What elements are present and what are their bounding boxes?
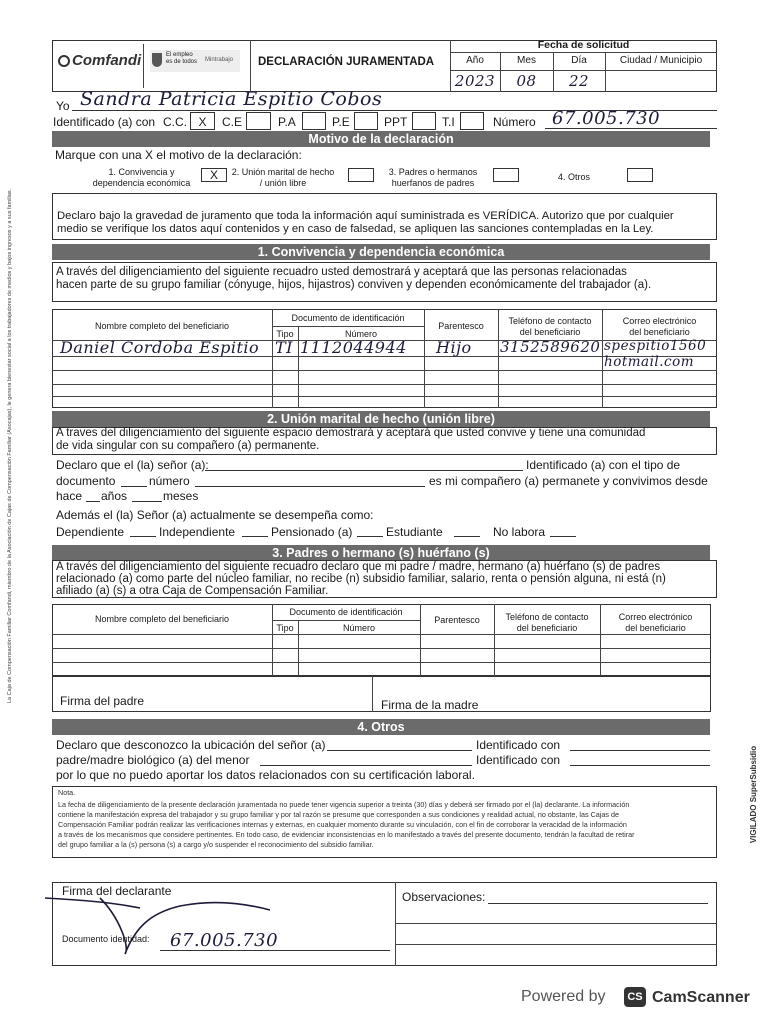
doc-type-pa-checkbox[interactable] bbox=[302, 112, 326, 130]
s2-nolabora-label: No labora bbox=[493, 525, 546, 539]
s2-doc-input[interactable] bbox=[121, 486, 147, 487]
id-label: Identificado (a) con bbox=[53, 115, 156, 129]
note-line-2: contiene la manifestación expresa del trabajador y su grupo familiar y por tal razón se presume que corresponden a sus condiciones y realidad actual, no obstante, las Cajas de bbox=[58, 810, 619, 819]
s2-declaro-label: Declaro que el (la) señor (a): bbox=[56, 458, 209, 472]
option-4-label: 4. Otros bbox=[558, 172, 591, 182]
doc-type-ti-label: T.I bbox=[442, 115, 455, 129]
s4-person-input[interactable] bbox=[327, 750, 472, 751]
col-city: Ciudad / Municipio bbox=[619, 55, 703, 66]
declarant-number[interactable]: 67.005.730 bbox=[552, 108, 661, 129]
s2-occupation-label: Además el (la) Señor (a) actualmente se desempeña como: bbox=[56, 508, 374, 522]
option-1-line1: 1. Convivencia y bbox=[108, 167, 175, 177]
s2-pensionado-input[interactable] bbox=[357, 536, 383, 537]
note-line-4: a través de los mecanismos que considere pertinentes. En todo caso, de evidenciar inconsistencias en lo manifestado a través del presente documento, tendrán la facultad de retirar bbox=[58, 830, 635, 839]
section-3-text-l1: A través del diligenciamiento del siguiente recuadro declaro que mi padre / madre, hermano (a) huérfano (s) de padres bbox=[56, 561, 661, 573]
s1-row-tel[interactable]: 3152589620 bbox=[500, 338, 601, 356]
option-1-line2: dependencia económica bbox=[92, 178, 191, 188]
s1-row-numero[interactable]: 1112044944 bbox=[300, 338, 407, 357]
s1-row-email-l1[interactable]: spespitio1560 bbox=[604, 338, 707, 354]
observations-label: Observaciones: bbox=[402, 890, 486, 904]
s3-col-tel-l2: del beneficiario bbox=[516, 623, 578, 633]
number-label: Número bbox=[493, 115, 536, 129]
s1-col-name: Nombre completo del beneficiario bbox=[94, 321, 230, 331]
section-motivo-title: Motivo de la declaración bbox=[52, 131, 710, 147]
camscanner-text: CamScanner bbox=[652, 989, 750, 1006]
s4-line3-text: por lo que no puedo aportar los datos relacionados con su certificación laboral. bbox=[56, 768, 475, 782]
observations-input[interactable] bbox=[488, 903, 708, 904]
section-2-title: 2. Unión marital de hecho (unión libre) bbox=[52, 411, 710, 427]
note-title: Nota. bbox=[58, 788, 76, 797]
s1-col-email-l2: del beneficiario bbox=[629, 327, 690, 337]
s1-row-tipo[interactable]: TI bbox=[275, 338, 293, 357]
s4-id2-label: Identificado con bbox=[476, 753, 561, 767]
year-value[interactable]: 2023 bbox=[454, 72, 496, 90]
s1-col-numero: Número bbox=[344, 329, 377, 339]
s1-col-tipo: Tipo bbox=[276, 329, 294, 339]
s2-pensionado-label: Pensionado (a) bbox=[271, 525, 353, 539]
section-3-title: 3. Padres o hermano (s) huérfano (s) bbox=[52, 545, 710, 561]
brand-logo bbox=[58, 52, 141, 69]
doc-type-cc-checkbox[interactable]: X bbox=[190, 112, 215, 130]
option-3-checkbox[interactable] bbox=[493, 168, 519, 182]
motivo-instruction: Marque con una X el motivo de la declaración: bbox=[55, 148, 302, 162]
doc-type-pe-checkbox[interactable] bbox=[354, 112, 378, 130]
s1-col-doc: Documento de identificación bbox=[291, 313, 405, 323]
s2-estudiante-label: Estudiante bbox=[386, 525, 443, 539]
s2-nolabora-input[interactable] bbox=[550, 536, 576, 537]
s2-dependiente-input[interactable] bbox=[130, 536, 156, 537]
ministry-text: El empleo es de todos bbox=[166, 52, 198, 65]
col-day: Día bbox=[571, 55, 587, 66]
s2-name-input[interactable] bbox=[205, 470, 523, 471]
s4-line2-label: padre/madre biológico (a) del menor bbox=[56, 753, 250, 767]
section-1-text-l1: A través del diligenciamiento del siguiente recuadro usted demostrará y aceptará que las personas relacionadas bbox=[56, 266, 627, 278]
option-1-checkbox[interactable]: X bbox=[201, 168, 227, 182]
section-4-title: 4. Otros bbox=[52, 719, 710, 735]
section-2-text-l1: A traves del diligenciamiento del siguiente espacio demostrará y aceptará que usted convive y tiene una comunidad bbox=[56, 427, 646, 439]
doc-type-pa-label: P.A bbox=[278, 115, 296, 129]
note-line-1: La fecha de diligenciamiento de la presente declaración juramentada no puede tener vigencia superior a treinta (30) días y deberá ser firmado por el (la) declarante. La información bbox=[58, 800, 630, 809]
s2-independiente-label: Independiente bbox=[159, 525, 236, 539]
s3-col-email-l1: Correo electrónico bbox=[618, 612, 693, 622]
s2-estudiante-input[interactable] bbox=[454, 536, 480, 537]
col-month: Mes bbox=[517, 55, 536, 66]
option-2-line2: / unión libre bbox=[259, 178, 307, 188]
s1-col-email-l1: Correo electrónico bbox=[622, 316, 697, 326]
declaration-line-2: medio se verifique los datos aquí contenidos y en caso de falsedad, se apliquen las sanciones contempladas en la Ley. bbox=[57, 223, 654, 235]
s4-id1-label: Identificado con bbox=[476, 738, 561, 752]
s4-id1-input[interactable] bbox=[570, 750, 710, 751]
col-year: Año bbox=[466, 55, 484, 66]
camscanner-icon: CS bbox=[624, 987, 646, 1007]
doc-type-ce-checkbox[interactable] bbox=[246, 112, 271, 130]
doc-type-ppt-checkbox[interactable] bbox=[412, 112, 436, 130]
option-4-checkbox[interactable] bbox=[627, 168, 653, 182]
s2-independiente-input[interactable] bbox=[242, 536, 268, 537]
s1-col-tel-l1: Teléfono de contacto bbox=[508, 316, 592, 326]
doc-id-value[interactable]: 67.005.730 bbox=[170, 930, 279, 951]
s3-col-tipo: Tipo bbox=[276, 623, 294, 633]
option-2-checkbox[interactable] bbox=[348, 168, 374, 182]
father-signature-label: Firma del padre bbox=[60, 694, 145, 708]
declarant-name[interactable]: Sandra Patricia Espitio Cobos bbox=[80, 88, 383, 110]
section-1-text-l2: hacen parte de su grupo familiar (cónyuge, hijos, hijastros) conviven y dependen económicamente del trabajador (a). bbox=[56, 279, 652, 291]
powered-by-text: Powered by bbox=[521, 988, 606, 1005]
side-text-left: La Caja de Compensación Familiar Comfandi, miembro de la Asociación de Cajas de Compensación Familiar (Asocajas), le genera bienestar social a los trabajadores de medios y bajos ingresos y a sus familias. bbox=[7, 188, 13, 703]
s2-years-input[interactable] bbox=[86, 501, 100, 502]
note-line-3: Compensación Familiar podrán realizar las verificaciones internas y externas, en cualquier momento durante su vinculación, con el fin de corroborar la veracidad de la información bbox=[58, 820, 627, 829]
form-title: DECLARACIÓN JURAMENTADA bbox=[258, 56, 435, 68]
declaration-line-1: Declaro bajo la gravedad de juramento que toda la información aquí suministrada es VERÍDICA. Autorizo que por cualquier bbox=[57, 210, 674, 222]
section-2-text-l2: de vida singular con su compañero (a) permanente. bbox=[56, 440, 320, 452]
month-value[interactable]: 08 bbox=[516, 72, 537, 90]
brand-name: Comfandi bbox=[72, 52, 142, 69]
option-3-line2: huerfanos de padres bbox=[391, 178, 475, 188]
s1-row-name[interactable]: Daniel Cordoba Espitio bbox=[60, 338, 260, 357]
s4-minor-input[interactable] bbox=[260, 765, 472, 766]
s3-col-email-l2: del beneficiario bbox=[625, 623, 686, 633]
s2-num-label: número bbox=[149, 474, 190, 488]
doc-type-ti-checkbox[interactable] bbox=[460, 112, 484, 130]
s2-num-input[interactable] bbox=[195, 486, 425, 487]
s2-months-input[interactable] bbox=[132, 501, 162, 502]
s2-months-label: meses bbox=[163, 489, 199, 503]
doc-id-label: Documento identidad: bbox=[62, 934, 150, 944]
mother-signature-label: Firma de la madre bbox=[381, 698, 479, 712]
doc-type-pe-label: P.E bbox=[332, 115, 350, 129]
declarant-signature-label: Firma del declarante bbox=[62, 884, 172, 898]
s2-dependiente-label: Dependiente bbox=[56, 525, 125, 539]
s3-col-tel-l1: Teléfono de contacto bbox=[505, 612, 589, 622]
date-title: Fecha de solicitud bbox=[537, 39, 630, 51]
section-3-text-l2: relacionado (a) como parte del núcleo familiar, no recibe (n) subsidio familiar, salario, renta o pensión alguna, ni está (n) bbox=[56, 573, 666, 585]
doc-type-ppt-label: PPT bbox=[384, 115, 408, 129]
s2-companion-label: es mi compañero (a) permanete y convivimos desde bbox=[429, 474, 708, 488]
day-value[interactable]: 22 bbox=[568, 72, 590, 90]
s3-col-name: Nombre completo del beneficiario bbox=[94, 614, 230, 624]
doc-type-cc-label: C.C. bbox=[163, 115, 187, 129]
section-3-text-l3: afiliado (a) (s) a otra Caja de Compensación Familiar. bbox=[56, 585, 329, 597]
s4-id2-input[interactable] bbox=[570, 765, 710, 766]
s4-line1-label: Declaro que desconozco la ubicación del señor (a) bbox=[56, 738, 326, 752]
colombia-shield-icon bbox=[152, 53, 162, 67]
s1-row-email-l2[interactable]: hotmail.com bbox=[604, 354, 695, 370]
yo-label: Yo bbox=[56, 99, 70, 113]
s1-col-parentesco: Parentesco bbox=[438, 321, 484, 331]
brand-mark-icon bbox=[58, 55, 70, 67]
side-text-right: VIGILADO SuperSubsidio bbox=[749, 745, 759, 844]
s3-col-parentesco: Parentesco bbox=[434, 615, 480, 625]
option-2-line1: 2. Unión marital de hecho bbox=[231, 167, 335, 177]
ministry-logo bbox=[150, 50, 240, 72]
ministry-sub: Mintrabajo bbox=[205, 57, 234, 63]
doc-type-ce-label: C.E bbox=[222, 115, 243, 129]
s2-hace-label: hace bbox=[56, 489, 83, 503]
s2-years-label: años bbox=[101, 489, 128, 503]
s1-col-tel-l2: del beneficiario bbox=[519, 327, 581, 337]
s1-row-parentesco[interactable]: Hijo bbox=[436, 338, 472, 357]
section-1-title: 1. Convivencia y dependencia económica bbox=[52, 244, 710, 260]
note-line-5: del grupo familiar a la (s) persona (s) a cargo y/o suspender el reconocimiento del subsidio familiar. bbox=[58, 840, 374, 849]
s2-doc-label: documento bbox=[56, 474, 116, 488]
s3-col-numero: Número bbox=[342, 623, 375, 633]
s2-id-label: Identificado (a) con el tipo de bbox=[526, 458, 681, 472]
s3-col-doc: Documento de identificación bbox=[289, 607, 403, 617]
option-3-line1: 3. Padres o hermanos bbox=[388, 167, 478, 177]
